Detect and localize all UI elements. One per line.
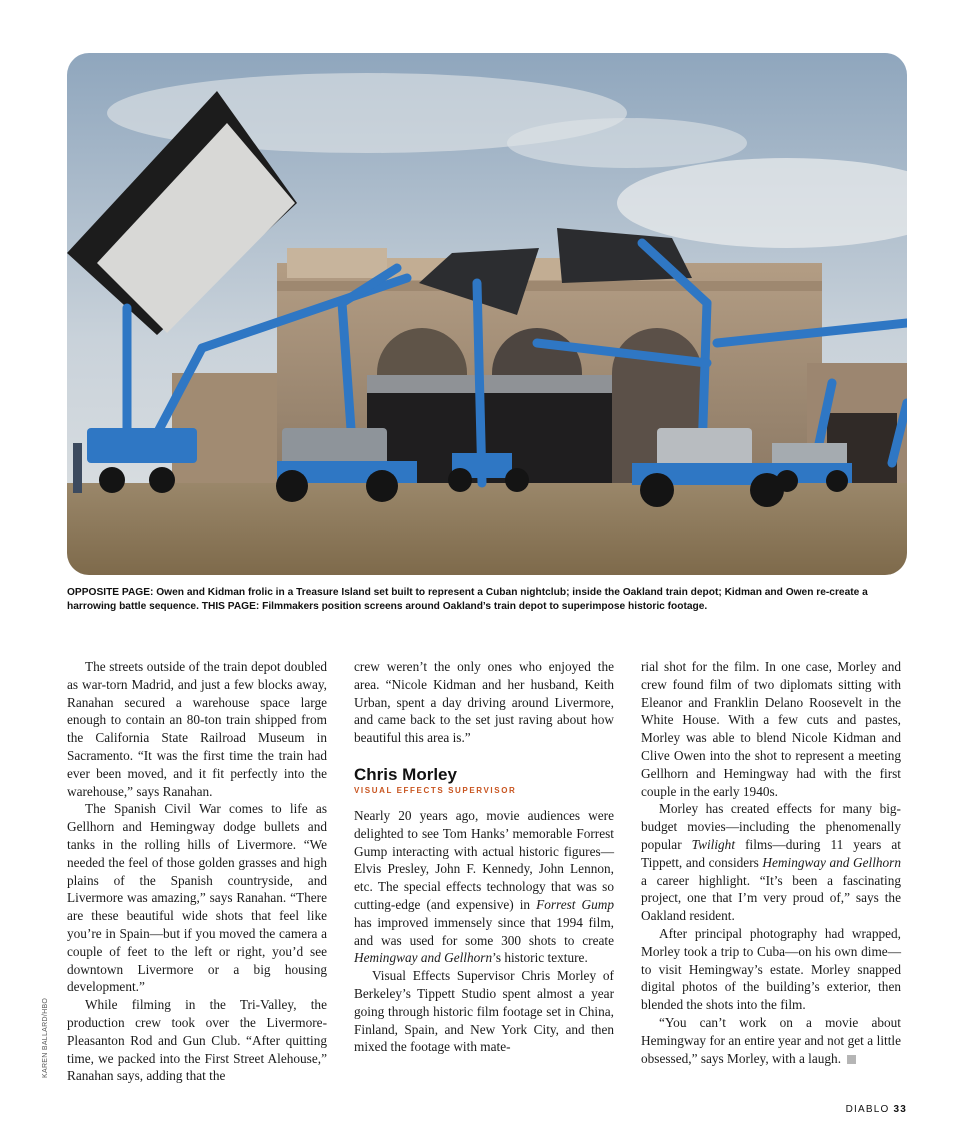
- paragraph: crew weren’t the only ones who enjoyed the area. “Nicole Kidman and her husband, Keith Urban, spent a day driving around Livermore, and came back to the set just raving about how beautiful this area is.”: [354, 659, 614, 746]
- article-column-1: [67, 658, 327, 1085]
- article-column-3: [641, 658, 901, 1067]
- caption-text-opposite: Owen and Kidman frolic in a Treasure Island set built to represent a Cuban nightclub; inside the Oakland train depot; Kidman and Owen re-create a harrowing battle sequence.: [67, 587, 868, 612]
- section-heading: Chris Morley: [354, 764, 457, 784]
- text-run: Nearly 20 years ago, movie audiences were delighted to see Tom Hanks’ memorable Forrest Gump interacting with actual historic figures—Elvis Presley, John F. Kennedy, John Lennon, etc. The special effects technology that was so cutting-edge (and expensive) in: [354, 807, 614, 912]
- magazine-name: DIABLO: [845, 1104, 890, 1115]
- film-title: Forrest Gump: [536, 896, 614, 912]
- paragraph: While filming in the Tri-Valley, the production crew took over the Livermore-Pleasanton Rod and Gun Club. “After quitting time, we packed into the First Street Alehouse,” Ranahan says, adding that the: [67, 997, 327, 1084]
- film-title: Hemingway and Gellhorn: [354, 950, 493, 966]
- paragraph: The streets outside of the train depot doubled as war-torn Madrid, and just a few blocks away, Ranahan secured a warehouse space large enough to contain an 80-ton train shipped from the California State Railroad Museum in Sacramento. “It was the first time the train had ever been moved, and it fit perfectly into the warehouse,” says Ranahan.: [67, 659, 327, 799]
- paragraph: Visual Effects Supervisor Chris Morley of Berkeley’s Tippett Studio spent almost a year going through historic film footage set in China, Finland, Spain, and New York City, and then mixed the footage with mate-: [354, 968, 614, 1055]
- paragraph: [641, 800, 901, 925]
- film-title: Hemingway and Gellhorn: [762, 854, 902, 870]
- text-run: ’s historic texture.: [492, 950, 588, 966]
- film-title: Twilight: [691, 836, 736, 852]
- caption-lead-opposite: OPPOSITE PAGE:: [67, 587, 154, 598]
- page-number: 33: [893, 1104, 907, 1115]
- section-header: [354, 765, 614, 797]
- text-run: a career highlight. “It’s been a fascinating project, one that I’m very proud of,” says the Oakland resident.: [641, 872, 901, 924]
- paragraph: rial shot for the film. In one case, Morley and crew found film of two diplomats sitting with Eleanor and Franklin Delano Roosevelt in the White House. With a few cuts and pastes, Morley was able to blend Nicole Kidman and Clive Owen into the shot to represent a meeting Gellhorn and Hemingway had with the first couple in the early 1940s.: [641, 659, 901, 799]
- text-run: “You can’t work on a movie about Hemingway for an entire year and not get a little obsessed,” says Morley, with a laugh.: [641, 1014, 901, 1066]
- paragraph: [354, 807, 614, 967]
- caption-text-this: Filmmakers position screens around Oakland’s train depot to superimpose historic footage.: [259, 601, 708, 612]
- article-column-2: [354, 658, 614, 1056]
- hero-photo: [67, 53, 907, 575]
- text-run: Morley has created effects for many big-budget movies—including the phenomenally popular: [641, 801, 901, 852]
- text-run: films—during 11 years at Tippett, and considers: [641, 836, 901, 870]
- photo-caption: [67, 586, 907, 614]
- paragraph: The Spanish Civil War comes to life as Gellhorn and Hemingway dodge bullets and tanks in the rolling hills of Livermore. “We needed the feel of those golden grasses and high plains of the Spanish countryside, and Livermore was amazing,” says Ranahan. “There are these beautiful wide shots that feel like you’re in Spain—but if you moved the camera a couple of feet to the left or right, you’d see downtown Livermore or a big housing development.”: [67, 801, 327, 995]
- caption-lead-this: THIS PAGE:: [201, 601, 260, 612]
- train-depot-photo: [67, 53, 907, 575]
- paragraph: After principal photography had wrapped, Morley took a trip to Cuba—on his own dime—to visit Hemingway’s estate. Morley snapped digital photos of the building’s exterior, then blended the shots into the film.: [641, 925, 901, 1013]
- end-of-article-icon: [847, 1055, 856, 1064]
- photo-credit: KAREN BALLARD/HBO: [42, 997, 49, 1078]
- section-subheading: VISUAL EFFECTS SUPERVISOR: [354, 785, 517, 795]
- paragraph: [641, 1014, 901, 1067]
- text-run: has improved immensely since that 1994 film, and was used for some 300 shots to create: [354, 914, 614, 948]
- page-folio: [846, 1104, 907, 1115]
